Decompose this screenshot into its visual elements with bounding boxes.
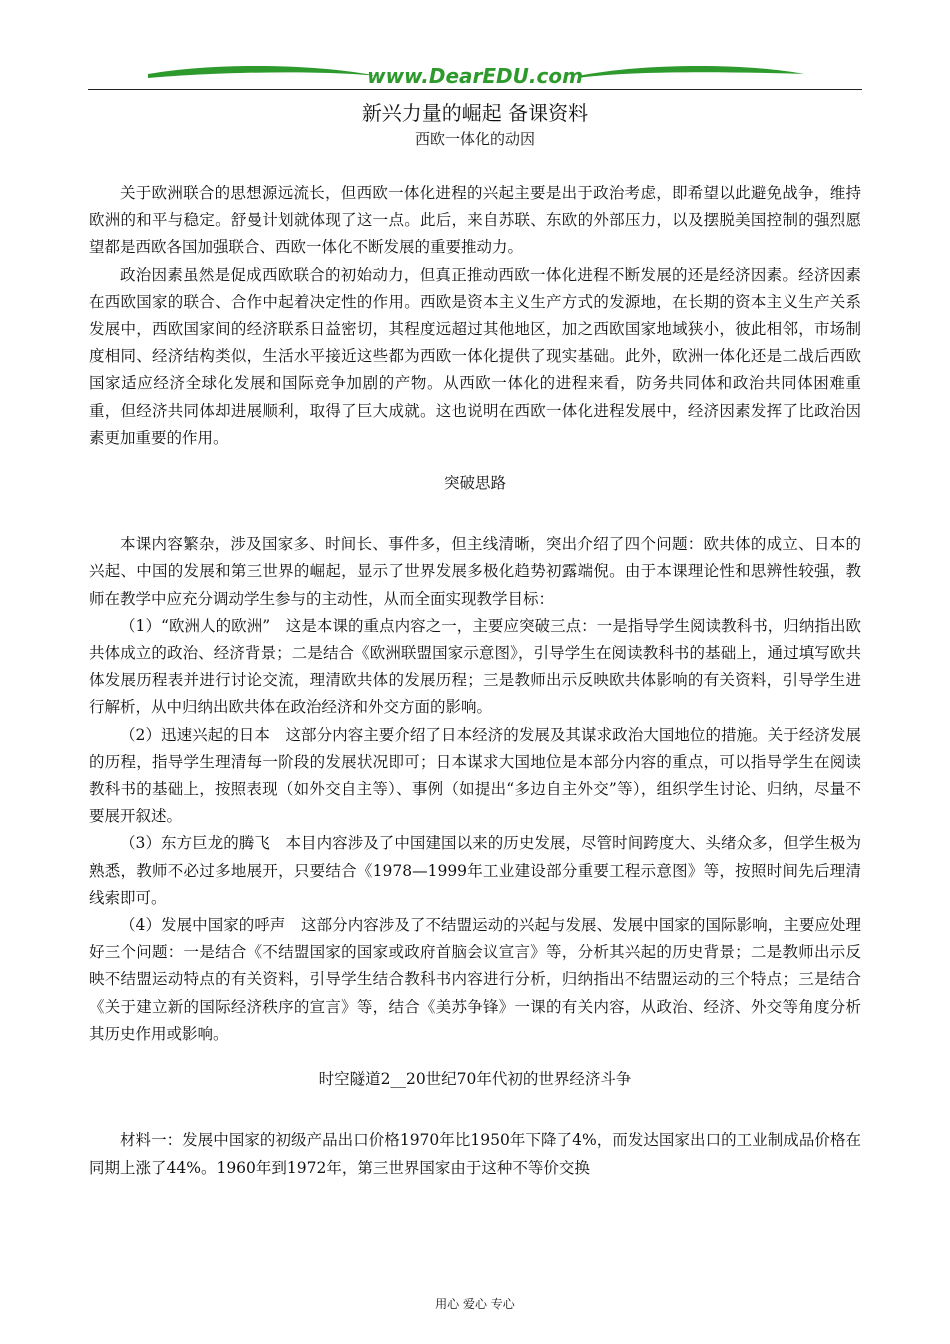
- body-paragraph: （1）“欧洲人的欧洲” 这是本课的重点内容之一，主要应突破三点：一是指导学生阅读教科书，归纳指出欧共体成立的政治、经济背景；二是结合《欧洲联盟国家示意图》，引导学生在阅读教科书的基础上，通过填写欧共体发展历程表并进行讨论交流，理清欧共体的发展历程；三是教师出示反映欧共体影响的有关资料，引导学生进行解析，从中归纳出欧共体在政治经济和外交方面的影响。: [89, 616, 861, 717]
- section-heading: 时空隧道2__20世纪70年代初的世界经济斗争: [318, 1070, 632, 1089]
- document-body: [89, 180, 861, 1182]
- page-footer: 用心 爱心 专心: [435, 1297, 515, 1311]
- body-paragraph: （4）发展中国家的呼声 这部分内容涉及了不结盟运动的兴起与发展、发展中国家的国际影响，主要应处理好三个问题：一是结合《不结盟国家的国家或政府首脑会议宣言》等，分析其兴起的历史背景；二是教师出示反映不结盟运动特点的有关资料，引导学生结合教科书内容进行分析，归纳指出不结盟运动的三个特点；三是结合《关于建立新的国际经济秩序的宣言》等，结合《美苏争锋》一课的有关内容，从政治、经济、外交等角度分析其历史作用或影响。: [89, 916, 861, 1043]
- banner-left-swoosh: [148, 66, 378, 78]
- section-heading: 突破思路: [443, 474, 506, 493]
- body-paragraph: （3）东方巨龙的腾飞 本目内容涉及了中国建国以来的历史发展，尽管时间跨度大、头绪众多，但学生极为熟悉，教师不必过多地展开，只要结合《1978—1999年工业建设部分重要工程示意图》等，按照时间先后理清线索即可。: [89, 834, 861, 907]
- body-paragraph: 政治因素虽然是促成西欧联合的初始动力，但真正推动西欧一体化进程不断发展的还是经济因素。经济因素在西欧国家的联合、合作中起着决定性的作用。西欧是资本主义生产方式的发源地，在长期的资本主义生产关系发展中，西欧国家间的经济联系日益密切，其程度远超过其他地区，加之西欧国家地域狭小，彼此相邻，市场制度相同、经济结构类似，生活水平接近这些都为西欧一体化提供了现实基础。此外，欧洲一体化还是二战后西欧国家适应经济全球化发展和国际竞争加剧的产物。从西欧一体化的进程来看，防务共同体和政治共同体困难重重，但经济共同体却进展顺利，取得了巨大成就。这也说明在西欧一体化进程发展中，经济因素发挥了比政治因素更加重要的作用。: [89, 265, 861, 447]
- body-paragraph: 本课内容繁杂，涉及国家多、时间长、事件多，但主线清晰，突出介绍了四个问题：欧共体的成立、日本的兴起、中国的发展和第三世界的崛起，显示了世界发展多极化趋势初露端倪。由于本课理论性和思辨性较强，教师在教学中应充分调动学生参与的主动性，从而全面实现教学目标：: [89, 535, 861, 608]
- header-logo-banner: [88, 60, 862, 90]
- body-paragraph: 材料一：发展中国家的初级产品出口价格1970年比1950年下降了4%，而发达国家出口的工业制成品价格在同期上涨了44%。1960年到1972年，第三世界国家由于这种不等价交换: [89, 1131, 861, 1177]
- header-divider: [88, 89, 862, 90]
- site-logo-text: www.DearEDU.com: [367, 64, 583, 88]
- body-paragraph: （2）迅速兴起的日本 这部分内容主要介绍了日本经济的发展及其谋求政治大国地位的措施。关于经济发展的历程，指导学生理清每一阶段的发展状况即可；日本谋求大国地位是本部分内容的重点，可以指导学生在阅读教科书的基础上，按照表现（如外交自主等）、事例（如提出“多边自主外交”等），组织学生讨论、归纳，尽量不要展开叙述。: [89, 725, 861, 826]
- banner-right-swoosh: [578, 66, 804, 78]
- document-title: 新兴力量的崛起 备课资料: [361, 101, 589, 125]
- document-subtitle: 西欧一体化的动因: [414, 130, 535, 148]
- body-paragraph: 关于欧洲联合的思想源远流长，但西欧一体化进程的兴起主要是出于政治考虑，即希望以此避免战争，维持欧洲的和平与稳定。舒曼计划就体现了这一点。此后，来自苏联、东欧的外部压力，以及摆脱美国控制的强烈愿望都是西欧各国加强联合、西欧一体化不断发展的重要推动力。: [89, 184, 861, 257]
